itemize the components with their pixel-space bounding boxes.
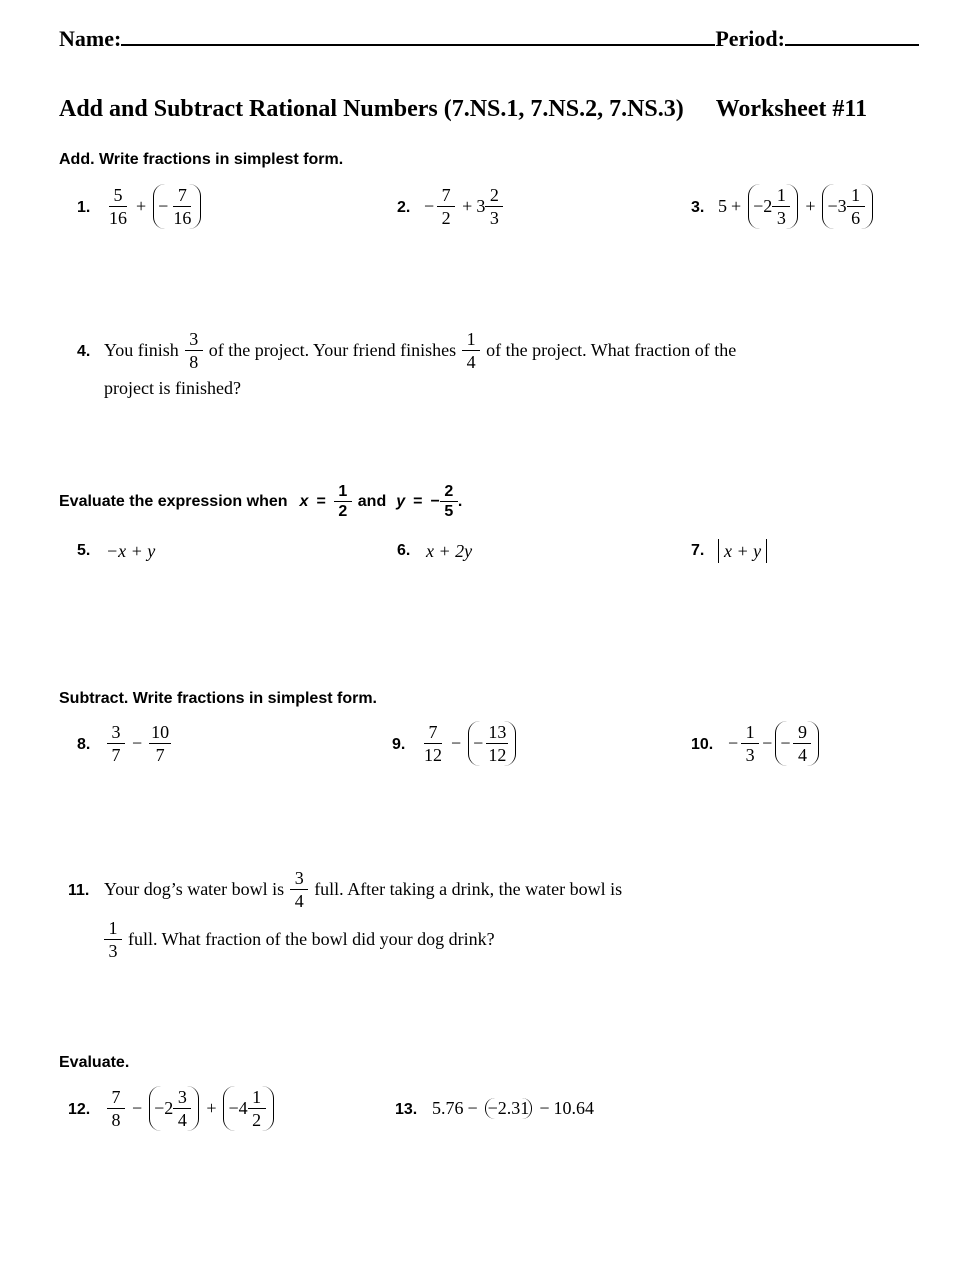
name-label: Name: — [59, 26, 122, 51]
problem-2-expression: − $\frac{7}{2}$ + 3 $\frac{2}{3}$ — [424, 184, 506, 229]
problem-7-expression: x + y — [718, 539, 767, 563]
problem-13-expression: 5.76 − −2.31 − 10.64 — [432, 1098, 594, 1118]
problem-11-text-line1: Your dog’s water bowl is $\frac{3}{4}$ full. After taking a drink, the water bowl is — [104, 868, 623, 911]
problem-13-label: 13. — [395, 1101, 418, 1118]
problem-8-expression: $\frac{3}{7}$ − $\frac{10}{7}$ — [104, 721, 174, 766]
problem-1-label: 1. — [77, 199, 91, 216]
problem-11-text-line2: $\frac{1}{3}$ full. What fraction of the bowl did your dog drink? — [104, 917, 495, 962]
problem-5-label: 5. — [77, 542, 91, 559]
section-subtract-heading: Subtract. Write fractions in simplest form. — [59, 690, 377, 707]
problem-2-label: 2. — [397, 199, 411, 216]
problem-10-expression: − $\frac{1}{3}$ − − $\frac{9}{4}$ — [728, 721, 822, 766]
problem-12-expression: $\frac{7}{8}$ − −2 $\frac{3}{4}$ + −4 $\frac{1}{2}$ — [104, 1086, 277, 1131]
problem-4-label: 4. — [77, 343, 91, 360]
problem-12-label: 12. — [68, 1101, 91, 1118]
problem-4-text-line2: project is finished? — [104, 378, 241, 398]
problem-1-expression: $\frac{5}{16}$ + − $\frac{7}{16}$ — [104, 184, 204, 229]
problem-5-expression: −x + y — [106, 541, 156, 561]
problem-6-label: 6. — [397, 542, 411, 559]
problem-10-label: 10. — [691, 736, 714, 753]
problem-11-label: 11. — [68, 882, 90, 899]
period-field[interactable] — [785, 24, 919, 46]
period-label: Period: — [715, 26, 785, 51]
problem-3-expression: 5 + −2 $\frac{1}{3}$ + −3 $\frac{1}{6}$ — [718, 184, 876, 229]
problem-3-label: 3. — [691, 199, 705, 216]
header-line — [59, 24, 919, 52]
worksheet-number: Worksheet #11 — [715, 96, 868, 122]
title-main: Add and Subtract Rational Numbers (7.NS.1, 7.NS.2, 7.NS.3) — [59, 96, 684, 122]
name-field[interactable] — [121, 24, 715, 46]
section-add-heading: Add. Write fractions in simplest form. — [59, 151, 344, 168]
problem-9-label: 9. — [392, 736, 406, 753]
problem-6-expression: x + 2y — [426, 541, 473, 561]
problem-4-text-line1: You finish $\frac{3}{8}$ of the project. Your friend finishes $\frac{1}{4}$ of the project. What fraction of the — [104, 329, 737, 372]
problem-9-expression: $\frac{7}{12}$ − − $\frac{13}{12}$ — [419, 721, 519, 766]
problem-7-label: 7. — [691, 542, 705, 559]
page-title — [59, 96, 867, 123]
section-evaluate-expression-heading: Evaluate the expression when x = $\frac{1}{2}$ and y = − $\frac{2}{5}$ . — [59, 483, 463, 520]
section-evaluate-heading: Evaluate. — [59, 1054, 130, 1071]
problem-8-label: 8. — [77, 736, 91, 753]
